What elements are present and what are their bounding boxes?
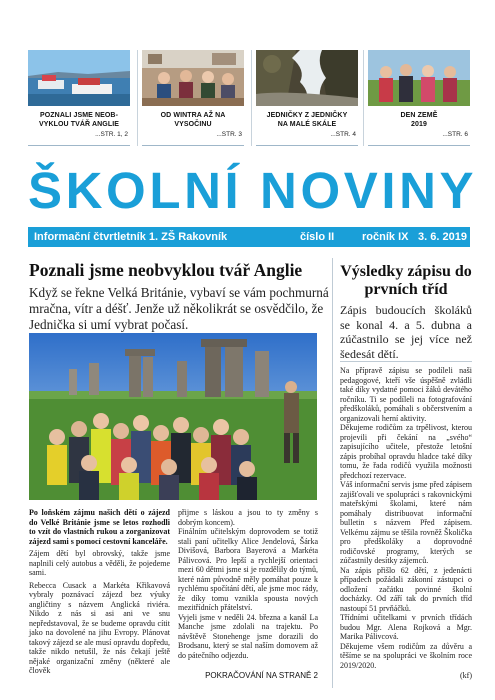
teaser-divider [251,50,252,146]
teaser-divider [363,50,364,146]
teaser-wintra[interactable] [142,50,244,146]
teaser-mala-skala[interactable] [256,50,358,146]
main-article-paragraph: Rebecca Cusack a Markéta Křikavová vybraly poznávací zájezd bez výuky angličtiny s názvem Anglická riviéra. Nikdo z nás si asi ani ve snu nepředstavoval, že se budeme opravdu cítit jako na dovolené na jihu Evropy. Plánovat takový zájezd se ale musí opravdu dopředu, takže nikdo netušil, že nás čekají ještě nějaké organizační změny (některé ale člověk [29,580,170,675]
stonehenge-group-photo [29,333,317,500]
sidebar-body: Na přípravě zápisu se podíleli naši pedagogové, kteří vše úspěšně zvládli také díky vydatné pomoci žáků devátého ročníku. Ti se podíleli na fotografování předškoláků, pomáhali s občerstvením a organizovali herní aktivity. Děkujeme rodičům za trpělivost, kterou projevili při čekání na „svého“ zapisujícího učitele, přestože letošní zápis probíhal opravdu hladce také díky tomu, že řada rodičů využila možnosti předchozí rezervace. Váš informační servis jsme před zápisem zajišťovali ve spolupráci s rakovnickými mateřskými školami, které nám pomáhaly distribuovat informační bulletin s názvem Před zápisem. Velkému zájmu se těšila rovněž Školička pro předškoláky a doprovodné rodičovské programy, kterých se zúčastnily desítky zájemců. Na zápis přišlo 62 dětí, z jedenácti případech požádali zákonní zástupci o odložení začátku povinné školní docházky. Od září tak do prvních tříd nastoupí 51 prvňáčků. Třídními učitelkami v prvních třídách budou Mgr. Alena Rojková a Mgr. Marika Pálivcová. Děkujeme všem rodičům za důvěru a těšíme se na spolupráci ve školním roce 2019/2020. [340,366,472,670]
teaser-page-ref: ...STR. 3 [216,131,242,138]
teaser-england[interactable] [28,50,130,146]
newspaper-title: ŠKOLNÍ NOVINY [28,162,478,219]
issue-date: 3. 6. 2019 [418,231,467,243]
continued-link[interactable]: POKRAČOVÁNÍ NA STRANĚ 2 [205,671,318,680]
teaser-page-ref: ...STR. 4 [330,131,356,138]
main-article-lead: Když se řekne Velká Británie, vybaví se vám pochmurná mračna, vítr a déšť. Jenže už několikrát se osvědčilo, že Jednička si umí vybrat počasí. [29,285,329,332]
teaser-page-ref: ...STR. 6 [442,131,468,138]
teaser-earth-day[interactable] [368,50,470,146]
issue-number: číslo II [300,231,335,243]
main-article-headline: Poznali jsme neobvyklou tvář Anglie [29,260,303,280]
teaser-photo-classroom [142,50,244,106]
sidebar-signature: (kf) [460,671,472,680]
teaser-underline [142,145,244,146]
sidebar-lead: Zápis budoucích školáků se konal 4. a 5. dubna a zúčastnilo se jej více než šedesát dětí. [340,303,472,361]
teaser-photo-earth-day [368,50,470,106]
main-article-column-2: přijme s láskou a jsou to ty změny s dobrým koncem). Finálním učitelským doprovodem se totiž stali paní učitelky Alice Jendelová, Šárka Divišová, Barbora Bayerová a Markéta Pálivcová. Pro lepší a rychlejší orientaci mezi 60 dětmi jsme si je rozdělily do týmů, které nám původně měly pomáhat pouze k rychlému spočítání dětí, ale jsme moc rády, že díky tomu vznikla spousta nových mezitřídních přátelství. Vyjeli jsme v neděli 24. března a kanál La Manche jsme zdolali na trajektu. Po návštěvě Stonehenge jsme dorazili do Brodsanu, který se stal naším domovem až do pátečního odjezdu. [178,508,318,660]
sidebar-headline: Výsledky zápisu do prvních tříd [340,263,472,298]
issue-info-bar [28,227,470,247]
teaser-page-ref: ...STR. 1, 2 [95,131,128,138]
teaser-photo-waterfall [256,50,358,106]
teaser-underline [256,145,358,146]
main-article-intro: Po loňském zájmu našich dětí o zájezd do Velké Británie jsme se letos rozhodli to vzít do vlastních rukou a zorganizovat zájezd sami s pomocí cestovní kanceláře. [29,508,170,546]
teaser-divider [137,50,138,146]
main-article-column-1 [29,508,170,679]
teaser-underline [368,145,470,146]
main-article-paragraph: Zájem dětí byl obrovský, takže jsme naplnili celý autobus a věděli, že pojedeme sami. [29,549,170,577]
publication-name: Informační čtvrtletník 1. ZŠ Rakovník [34,231,228,243]
teaser-title: DEN ZEMĚ 2019 [400,112,438,128]
teaser-underline [28,145,130,146]
teaser-title: OD WINTRA AŽ NA VYSOČINU [160,112,226,128]
teaser-photo-harbour [28,50,130,106]
teaser-title: JEDNIČKY Z JEDNIČKY NA MALÉ SKÁLE [266,112,348,128]
teaser-title: POZNALI JSME NEOB- VYKLOU TVÁŘ ANGLIE [38,112,120,128]
sidebar-divider [332,258,333,688]
teaser-strip [28,50,468,146]
volume-number: ročník IX [362,231,409,243]
sidebar-separator [340,361,472,362]
